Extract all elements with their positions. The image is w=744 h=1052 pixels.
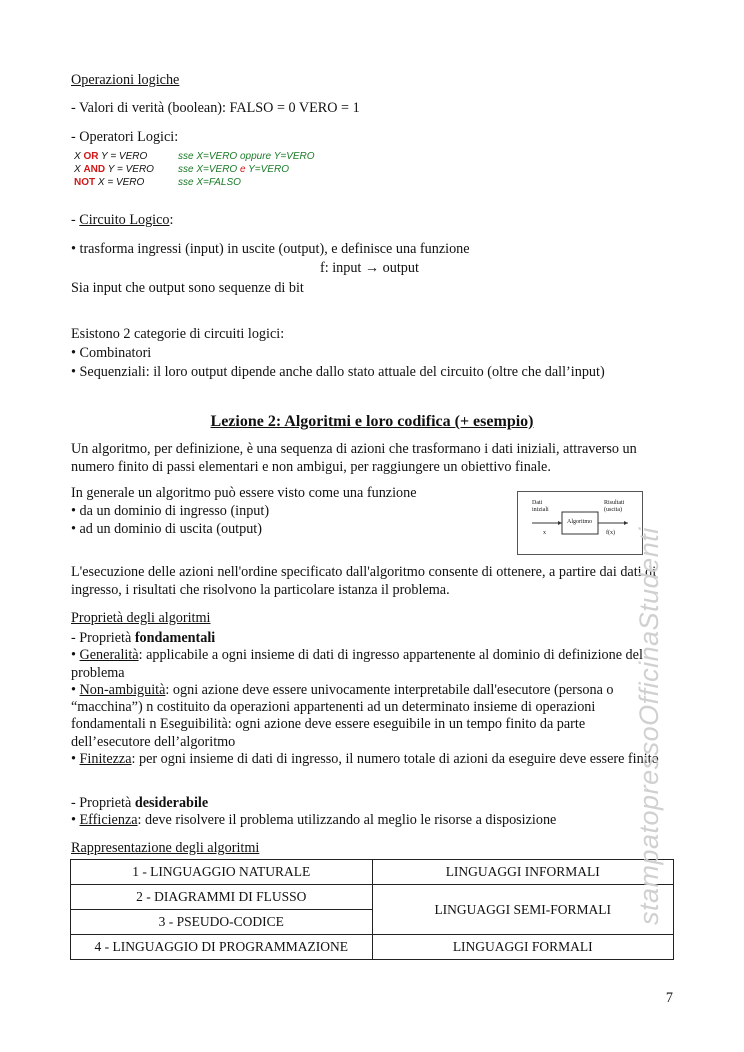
- table-cell: 3 - PSEUDO-CODICE: [71, 910, 373, 935]
- logic-heading: Operazioni logiche: [71, 72, 180, 88]
- page-number: 7: [665, 990, 673, 1006]
- lesson-title: [0, 413, 744, 431]
- op-not-cond1: sse X=FALSO: [178, 177, 241, 188]
- diagram-output-label: Risultati (uscita): [604, 500, 625, 513]
- operator-cond-or: [178, 151, 315, 162]
- table-row: [71, 935, 674, 960]
- finiteness-item: [71, 751, 671, 769]
- op-and-b: Y = VERO: [105, 164, 154, 175]
- generality-item: [71, 647, 671, 682]
- nonamb-bullet: •: [71, 682, 80, 698]
- table-cell: 4 - LINGUAGGIO DI PROGRAMMAZIONE: [71, 935, 373, 960]
- circuit-label: Circuito Logico: [79, 212, 170, 228]
- nonamb-line4: dell’esecutore dell’algoritmo: [71, 734, 236, 750]
- circuit-suffix: :: [169, 212, 174, 228]
- nonamb-label: Non-ambiguità: [79, 682, 166, 698]
- domain-input: • da un dominio di ingresso (input): [71, 503, 270, 519]
- representation-heading: Rappresentazione degli algoritmi: [71, 840, 260, 856]
- algorithm-diagram: [517, 491, 643, 555]
- generality-bullet: •: [71, 647, 80, 663]
- function-intro: In generale un algoritmo può essere visto come una funzione: [71, 485, 417, 501]
- op-and-cond2: Y=VERO: [245, 164, 289, 175]
- categories-intro: Esistono 2 categorie di circuiti logici:: [71, 326, 285, 342]
- finiteness-label: Finitezza: [79, 751, 132, 767]
- circuit-definition: • trasforma ingressi (input) in uscite (output), e definisce una funzione: [71, 241, 470, 257]
- desirable-properties: [71, 795, 208, 812]
- operator-cond-and: [178, 164, 289, 175]
- op-or-cond1: sse X=VERO: [178, 151, 240, 162]
- efficiency-bullet: •: [71, 812, 80, 828]
- op-and-cond1: sse X=VERO: [178, 164, 240, 175]
- table-row: [71, 860, 674, 885]
- fundamental-properties: [71, 630, 215, 647]
- diagram-box-label: Algoritmo: [567, 519, 592, 525]
- diagram-output-sub: f(x): [606, 530, 615, 536]
- truth-values: - Valori di verità (boolean): FALSO = 0 VERO = 1: [71, 100, 360, 116]
- efficiency-label: Efficienza: [79, 812, 138, 828]
- table-cell: LINGUAGGI FORMALI: [372, 935, 674, 960]
- table-cell: LINGUAGGI INFORMALI: [372, 860, 674, 885]
- op-or-cond2: Y=VERO: [271, 151, 315, 162]
- operator-row-and: [74, 164, 154, 175]
- diagram-input-sub: x: [543, 530, 546, 536]
- finiteness-bullet: •: [71, 751, 80, 767]
- op-and-a: X: [74, 164, 84, 175]
- op-or-a: X: [74, 151, 84, 162]
- algorithm-definition: Un algoritmo, per definizione, è una sequenza di azioni che trasformano i dati iniziali, attraverso un numero finito di passi elementari e non ambigui, per raggiungere un obiettivo finale.: [71, 441, 637, 475]
- input-arrowhead: [558, 521, 562, 525]
- finiteness-text: : per ogni insieme di dati di ingresso, il numero totale di azioni da eseguire deve essere finito: [131, 751, 659, 767]
- circuit-prefix: -: [71, 212, 80, 228]
- watermark: stampatopressoOfficinaStudenti: [634, 527, 664, 925]
- operator-cond-not: [178, 177, 241, 188]
- des-bold: desiderabile: [134, 795, 209, 811]
- nonamb-text1: : ogni azione deve essere univocamente interpretabile dall'esecutore (persona o: [165, 682, 614, 698]
- efficiency-text: : deve risolvere il problema utilizzando al meglio le risorse a disposizione: [137, 812, 557, 828]
- circuit-sequences: Sia input che output sono sequenze di bit: [71, 280, 304, 296]
- table-row: [71, 885, 674, 910]
- generality-text: : applicabile a ogni insieme di dati di ingresso appartenente al dominio di definizione del problema: [71, 647, 643, 681]
- diagram-input-label: Dati iniziali: [532, 500, 549, 513]
- efficiency-item: [71, 812, 556, 829]
- op-or-conj: oppure: [239, 151, 272, 162]
- category-combinatori: • Combinatori: [71, 345, 152, 361]
- nonambiguity-item: [71, 682, 614, 699]
- table-cell: LINGUAGGI SEMI-FORMALI: [372, 885, 674, 935]
- circuit-heading: [71, 212, 173, 229]
- table-cell: 1 - LINGUAGGIO NATURALE: [71, 860, 373, 885]
- representation-table: [70, 859, 674, 960]
- fund-bold: fondamentali: [134, 630, 216, 646]
- operator-row-not: [74, 177, 144, 188]
- circuit-function: f: input → output: [320, 260, 419, 276]
- fund-prefix: - Proprietà: [71, 630, 135, 646]
- nonamb-line2: “macchina”) n costituito da operazioni appartenenti ad un determinato insieme di operazioni: [71, 699, 596, 715]
- op-or-keyword: OR: [83, 151, 99, 162]
- des-prefix: - Proprietà: [71, 795, 135, 811]
- nonamb-line3: fondamentali n Eseguibilità: ogni azione deve essere eseguibile in un tempo finito da parte: [71, 716, 586, 732]
- properties-heading: Proprietà degli algoritmi: [71, 610, 211, 626]
- output-arrowhead: [624, 521, 628, 525]
- category-sequenziali: • Sequenziali: il loro output dipende anche dallo stato attuale del circuito (oltre che dall’input): [71, 364, 605, 380]
- lesson-title-text: Lezione 2: Algoritmi e loro codifica (+ esempio): [210, 413, 534, 430]
- domain-output: • ad un dominio di uscita (output): [71, 521, 262, 537]
- table-cell: 2 - DIAGRAMMI DI FLUSSO: [71, 885, 373, 910]
- op-not-keyword: NOT: [74, 177, 96, 188]
- operators-label: - Operatori Logici:: [71, 129, 179, 145]
- op-and-conj: e: [239, 164, 246, 175]
- op-and-keyword: AND: [83, 164, 106, 175]
- execution-paragraph: L'esecuzione delle azioni nell'ordine specificato dall'algoritmo consente di ottenere, a partire dai dati di ingresso, i risultati che risolvono la particolare istanza il problema.: [71, 564, 657, 598]
- op-or-b: Y = VERO: [98, 151, 148, 162]
- generality-label: Generalità: [79, 647, 139, 663]
- op-not-b: X = VERO: [95, 177, 145, 188]
- operator-row-or: [74, 151, 147, 162]
